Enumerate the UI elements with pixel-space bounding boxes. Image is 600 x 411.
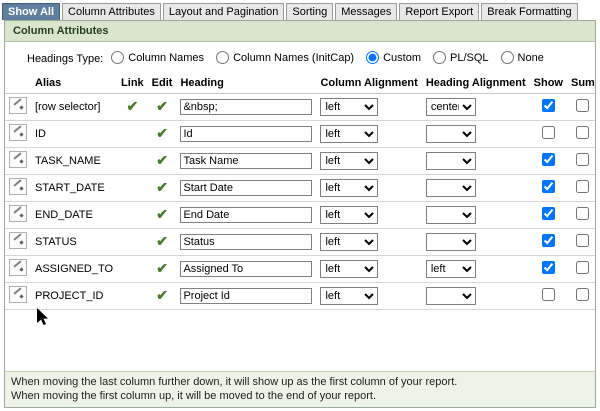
column-alignment-cell	[316, 94, 421, 121]
table-row	[5, 229, 596, 256]
show-cell	[530, 148, 567, 175]
headings-type-option[interactable]	[111, 51, 204, 64]
row-edit-cell[interactable]	[5, 121, 31, 148]
row-edit-cell[interactable]	[5, 229, 31, 256]
check-icon: ✔	[156, 152, 168, 168]
check-icon: ✔	[156, 260, 168, 276]
column-alias: END_DATE	[31, 202, 117, 229]
th-heading: Heading	[176, 75, 316, 94]
column-attributes-table	[5, 75, 596, 310]
pencil-icon[interactable]	[9, 178, 27, 195]
pencil-icon[interactable]	[9, 124, 27, 141]
row-edit-cell[interactable]	[5, 283, 31, 310]
column-alignment-select[interactable]	[320, 179, 378, 197]
heading-alignment-select[interactable]	[426, 233, 476, 251]
sum-cell	[567, 283, 596, 310]
sum-cell	[567, 148, 596, 175]
th-link: Link	[117, 75, 148, 94]
column-alias: ASSIGNED_TO	[31, 256, 117, 283]
edit-check-cell	[148, 175, 177, 202]
heading-cell	[176, 94, 316, 121]
heading-alignment-cell	[422, 148, 530, 175]
table-row	[5, 283, 596, 310]
show-checkbox[interactable]	[542, 180, 555, 193]
check-icon: ✔	[156, 179, 168, 195]
row-edit-cell[interactable]	[5, 202, 31, 229]
sum-checkbox[interactable]	[576, 180, 589, 193]
show-checkbox[interactable]	[542, 153, 555, 166]
heading-cell	[176, 256, 316, 283]
heading-input[interactable]	[180, 288, 312, 304]
show-checkbox[interactable]	[542, 234, 555, 247]
tab-messages[interactable]: Messages	[335, 3, 397, 20]
headings-type-option-label: Custom	[383, 51, 422, 64]
column-alignment-select[interactable]	[320, 98, 378, 116]
th-sum: Sum	[567, 75, 596, 94]
heading-cell	[176, 175, 316, 202]
table-row	[5, 94, 596, 121]
check-icon: ✔	[156, 287, 168, 303]
sum-cell	[567, 94, 596, 121]
heading-alignment-select[interactable]	[426, 260, 476, 278]
column-alignment-cell	[316, 175, 421, 202]
heading-alignment-cell	[422, 283, 530, 310]
link-check-cell	[117, 148, 148, 175]
show-cell	[530, 202, 567, 229]
headings-type-option[interactable]	[501, 51, 544, 64]
table-row	[5, 148, 596, 175]
radio-headings-type[interactable]	[433, 51, 446, 64]
show-cell	[530, 94, 567, 121]
radio-headings-type[interactable]	[216, 51, 229, 64]
link-check-cell	[117, 175, 148, 202]
show-cell	[530, 229, 567, 256]
edit-check-cell	[148, 121, 177, 148]
table-row	[5, 202, 596, 229]
column-alignment-cell	[316, 256, 421, 283]
heading-alignment-select[interactable]	[426, 98, 476, 116]
sum-cell	[567, 202, 596, 229]
show-checkbox[interactable]	[542, 261, 555, 274]
headings-type-option[interactable]	[433, 51, 489, 64]
sum-checkbox[interactable]	[576, 153, 589, 166]
heading-alignment-select[interactable]	[426, 287, 476, 305]
th-show: Show	[530, 75, 567, 94]
headings-type-label: Headings Type:	[27, 53, 104, 65]
heading-alignment-cell	[422, 175, 530, 202]
sum-checkbox[interactable]	[576, 126, 589, 139]
edit-check-cell	[148, 256, 177, 283]
headings-type-options	[111, 51, 556, 67]
th-heading-alignment: Heading Alignment	[422, 75, 530, 94]
check-icon: ✔	[156, 98, 168, 114]
heading-alignment-cell	[422, 94, 530, 121]
th-column-alignment: Column Alignment	[316, 75, 421, 94]
table-row	[5, 175, 596, 202]
link-check-cell	[117, 283, 148, 310]
heading-alignment-select[interactable]	[426, 125, 476, 143]
show-checkbox[interactable]	[542, 126, 555, 139]
footer-note	[5, 371, 595, 407]
heading-input[interactable]	[180, 99, 312, 115]
heading-cell	[176, 121, 316, 148]
heading-input[interactable]	[180, 153, 312, 169]
sum-cell	[567, 121, 596, 148]
heading-cell	[176, 202, 316, 229]
show-cell	[530, 121, 567, 148]
heading-cell	[176, 283, 316, 310]
sum-checkbox[interactable]	[576, 99, 589, 112]
th-alias: Alias	[31, 75, 117, 94]
pencil-icon[interactable]	[9, 97, 27, 114]
check-icon: ✔	[156, 125, 168, 141]
show-cell	[530, 175, 567, 202]
footer-note-line-1: When moving the last column further down, it will show up as the first column of your report.	[11, 376, 458, 388]
heading-alignment-cell	[422, 229, 530, 256]
pencil-icon[interactable]	[9, 232, 27, 249]
link-check-cell	[117, 202, 148, 229]
show-cell	[530, 283, 567, 310]
edit-check-cell	[148, 202, 177, 229]
headings-type-row	[5, 42, 595, 75]
tab-report-export[interactable]: Report Export	[399, 3, 479, 20]
headings-type-option-label: Column Names	[128, 51, 205, 64]
link-check-cell	[117, 256, 148, 283]
pencil-icon[interactable]	[9, 286, 27, 303]
check-icon: ✔	[156, 206, 168, 222]
check-icon: ✔	[126, 98, 139, 114]
headings-type-option-label: Column Names (InitCap)	[233, 51, 355, 64]
row-edit-cell[interactable]	[5, 175, 31, 202]
column-alias: STATUS	[31, 229, 117, 256]
table-row	[5, 256, 596, 283]
column-alignment-select[interactable]	[320, 125, 378, 143]
region-title: Column Attributes	[5, 21, 595, 42]
table-row	[5, 121, 596, 148]
column-alias: PROJECT_ID	[31, 283, 117, 310]
radio-headings-type[interactable]	[501, 51, 514, 64]
headings-type-option[interactable]	[366, 51, 421, 64]
headings-type-option-label: None	[517, 51, 544, 64]
show-checkbox[interactable]	[542, 99, 555, 112]
edit-check-cell	[148, 94, 177, 121]
show-checkbox[interactable]	[542, 207, 555, 220]
sum-cell	[567, 229, 596, 256]
heading-cell	[176, 148, 316, 175]
check-icon: ✔	[156, 233, 168, 249]
row-edit-cell[interactable]	[5, 94, 31, 121]
show-cell	[530, 256, 567, 283]
column-alignment-cell	[316, 283, 421, 310]
pencil-icon[interactable]	[9, 205, 27, 222]
column-alignment-select[interactable]	[320, 287, 378, 305]
column-alignment-cell	[316, 148, 421, 175]
sum-cell	[567, 256, 596, 283]
heading-input[interactable]	[180, 126, 312, 142]
tab-show-all[interactable]: Show All	[2, 3, 60, 20]
pencil-icon[interactable]	[9, 259, 27, 276]
column-alias: [row selector]	[31, 94, 117, 121]
row-edit-cell[interactable]	[5, 256, 31, 283]
pencil-icon[interactable]	[9, 151, 27, 168]
heading-input[interactable]	[180, 207, 312, 223]
footer-note-line-2: When moving the first column up, it will be moved to the end of your report.	[11, 390, 377, 402]
heading-alignment-cell	[422, 202, 530, 229]
heading-input[interactable]	[180, 261, 312, 277]
heading-alignment-cell	[422, 121, 530, 148]
tab-column-attributes[interactable]: Column Attributes	[62, 3, 161, 20]
edit-check-cell	[148, 229, 177, 256]
column-alignment-cell	[316, 229, 421, 256]
tab-break-formatting[interactable]: Break Formatting	[481, 3, 577, 20]
sum-checkbox[interactable]	[576, 207, 589, 220]
headings-type-option[interactable]	[216, 51, 354, 64]
sum-checkbox[interactable]	[576, 288, 589, 301]
th-edit-icon	[5, 75, 31, 94]
show-checkbox[interactable]	[542, 288, 555, 301]
edit-check-cell	[148, 283, 177, 310]
column-alignment-cell	[316, 202, 421, 229]
column-alignment-select[interactable]	[320, 260, 378, 278]
column-alignment-select[interactable]	[320, 152, 378, 170]
heading-input[interactable]	[180, 234, 312, 250]
tab-bar	[0, 0, 600, 20]
tab-sorting[interactable]: Sorting	[286, 3, 333, 20]
column-attributes-region	[4, 20, 596, 408]
table-header-row	[5, 75, 596, 94]
link-check-cell	[117, 121, 148, 148]
th-edit: Edit	[148, 75, 177, 94]
sum-checkbox[interactable]	[576, 234, 589, 247]
column-alias: ID	[31, 121, 117, 148]
heading-alignment-cell	[422, 256, 530, 283]
heading-alignment-select[interactable]	[426, 206, 476, 224]
column-alignment-select[interactable]	[320, 206, 378, 224]
heading-input[interactable]	[180, 180, 312, 196]
heading-alignment-select[interactable]	[426, 179, 476, 197]
link-check-cell	[117, 94, 148, 121]
radio-headings-type[interactable]	[111, 51, 124, 64]
row-edit-cell[interactable]	[5, 148, 31, 175]
headings-type-option-label: PL/SQL	[450, 51, 489, 64]
link-check-cell	[117, 229, 148, 256]
heading-cell	[176, 229, 316, 256]
column-alignment-select[interactable]	[320, 233, 378, 251]
edit-check-cell	[148, 148, 177, 175]
tab-layout-and-pagination[interactable]: Layout and Pagination	[163, 3, 284, 20]
radio-headings-type[interactable]	[366, 51, 379, 64]
sum-cell	[567, 175, 596, 202]
table-body	[5, 94, 596, 310]
column-alignment-cell	[316, 121, 421, 148]
sum-checkbox[interactable]	[576, 261, 589, 274]
heading-alignment-select[interactable]	[426, 152, 476, 170]
column-alias: START_DATE	[31, 175, 117, 202]
column-alias: TASK_NAME	[31, 148, 117, 175]
